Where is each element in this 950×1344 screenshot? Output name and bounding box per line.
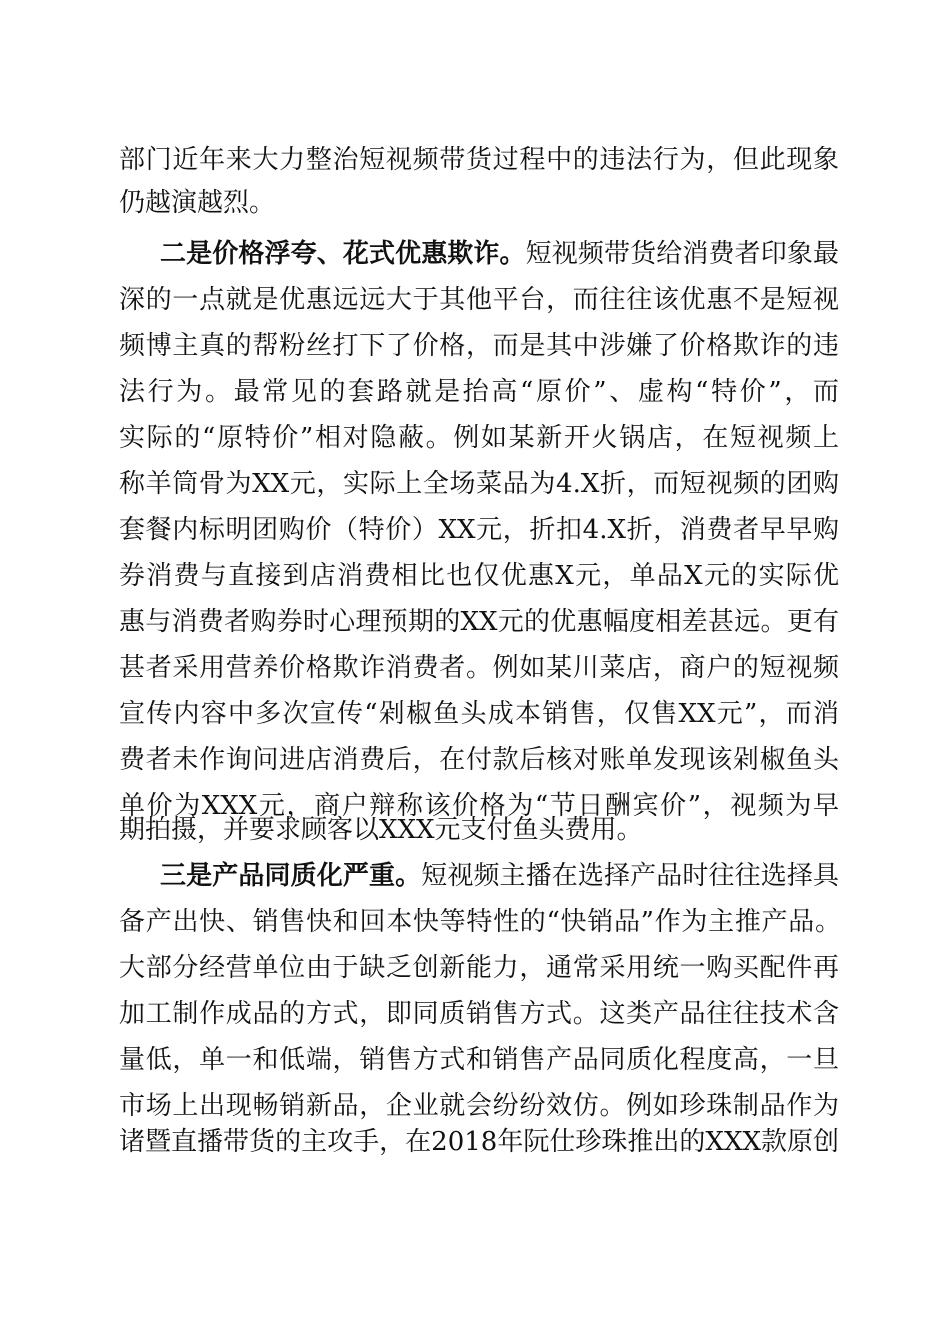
text-line: 大部分经营单位由于缺乏创新能力，通常采用统一购买配件再: [119, 953, 839, 983]
text-line: 诸暨直播带货的主攻手，在2018年阮仕珍珠推出的XXX款原创: [119, 1127, 839, 1157]
text-line: 仍越演越烈。: [119, 188, 276, 218]
text-line: 部门近年来大力整治短视频带货过程中的违法行为，但此现象: [119, 145, 839, 175]
text-line: 券消费与直接到店消费相比也仅优惠X元，单品X元的实际优: [119, 561, 839, 591]
text-line: 宣传内容中多次宣传“剁椒鱼头成本销售，仅售XX元”，而消: [119, 699, 839, 729]
paragraph-first-line: [160, 234, 839, 274]
text-line: 实际的“原特价”相对隐蔽。例如某新开火锅店，在短视频上: [119, 423, 839, 453]
text-line: 市场上出现畅销新品，企业就会纷纷效仿。例如珍珠制品作为: [119, 1091, 839, 1121]
text-line: 法行为。最常见的套路就是抬高“原价”、虚构“特价”，而: [119, 377, 839, 407]
text-line: 深的一点就是优惠远远大于其他平台，而往往该优惠不是短视: [119, 285, 839, 315]
text-line: 称羊筒骨为XX元，实际上全场菜品为4.X折，而短视频的团购: [119, 469, 839, 499]
text-line: 期拍摄，并要求顾客以XXX元支付鱼头费用。: [119, 815, 643, 845]
text-line: 量低，单一和低端，销售方式和销售产品同质化程度高，一旦: [119, 1045, 839, 1075]
text-span: 短视频主播在选择产品时往往选择具: [421, 861, 839, 891]
text-span: 短视频带货给消费者印象最: [525, 239, 839, 269]
text-line: 备产出快、销售快和回本快等特性的“快销品”作为主推产品。: [119, 907, 841, 937]
paragraph-first-line: [160, 856, 839, 896]
paragraph-lead: 二是价格浮夸、花式优惠欺诈。: [160, 239, 526, 269]
paragraph-lead: 三是产品同质化严重。: [160, 861, 422, 891]
text-line: 惠与消费者购券时心理预期的XX元的优惠幅度相差甚远。更有: [119, 607, 839, 637]
text-line: 套餐内标明团购价（特价）XX元，折扣4.X折，消费者早早购: [119, 515, 839, 545]
text-line: 加工制作成品的方式，即同质销售方式。这类产品往往技术含: [119, 999, 839, 1029]
text-line: 频博主真的帮粉丝打下了价格，而是其中涉嫌了价格欺诈的违: [119, 331, 839, 361]
text-line: 单价为XXX元，商户辩称该价格为“节日酬宾价”，视频为早: [119, 791, 839, 821]
text-line: 甚者采用营养价格欺诈消费者。例如某川菜店，商户的短视频: [119, 653, 839, 683]
text-line: 费者未作询问进店消费后，在付款后核对账单发现该剁椒鱼头: [119, 745, 839, 775]
